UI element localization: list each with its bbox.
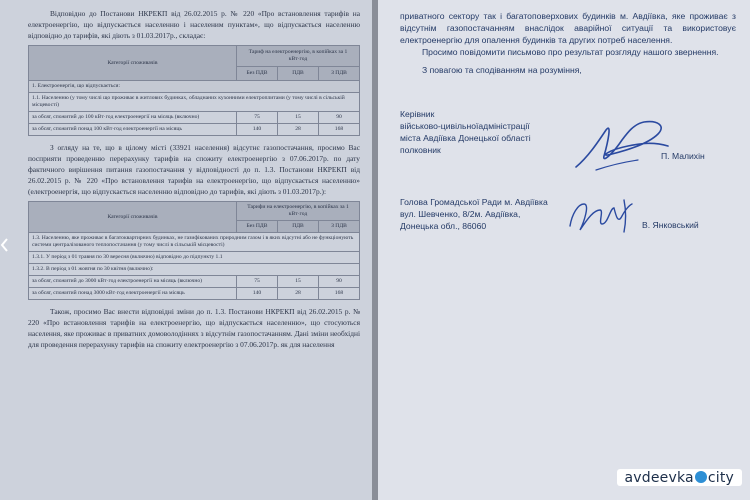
table1-subsection: 1.1. Населенню (у тому числі що проживає в житлових будинках, обладнаних кухонними електроплитами (у тому числі в сільській місцевості): [29, 93, 360, 112]
table1-col-no-vat: Без ПДВ: [237, 67, 278, 81]
table-row: [29, 288, 360, 300]
table2-sub2: 1.3.2. В період з 01 жовтня по 30 квітня (включно):: [29, 264, 360, 276]
request-paragraph: З огляду на те, що в цілому місті (33921 населення) відсутнє газопостачання, просимо Вас посприяти проведенню перерахунку тарифів на спожиту електроенергію з 07.06.2017р. по дату фактичного вирішення питання газопостачання у відповідності до п. 1.3. Постанови НКРЕКП від 26.02.2015 р. № 220 «Про встановлення тарифів на електроенергію, що відпускається населенню» (електроенергія, що відпускається населенню відповідно до тарифів, які діють з 01.03.2017р.):: [28, 143, 360, 196]
cell-vat: 15: [278, 112, 319, 124]
signer2-name: В. Янковський: [642, 220, 699, 230]
table-row: [29, 276, 360, 288]
signer2-line: Донецька обл., 86060: [400, 221, 487, 231]
table1-section: 1. Електроенергія, що відпускається:: [29, 81, 360, 93]
signer1-title-line: полковник: [400, 145, 441, 155]
site-watermark-logo: avdeevka city: [617, 469, 742, 486]
table2-sub1: 1.3.1. У період з 01 травня по 30 вересня (включно) відповідно до підпункту 1.1: [29, 252, 360, 264]
continuation-paragraph: приватного сектору так і багатоповерхових будинків м. Авдіївка, яке проживає з відсутнім газопостачанням внаслідок аварійної ситуації та використовує електроенергію для опалення будинків та других потреб населення.: [400, 11, 736, 45]
cell-vat: 28: [278, 288, 319, 300]
signature-2-icon: [564, 196, 644, 241]
table1-tariff-header: Тариф на електроенергію, в копійках за 1 кВт·год: [237, 46, 360, 67]
cell-no-vat: 140: [237, 124, 278, 136]
intro-paragraph: Відповідно до Постанови НКРЕКП від 26.02.2015 р. № 220 «Про встановлення тарифів на електроенергію, що відпускається населенню і населеним пунктам», що відпускається населенню відповідно до тарифів, які діють з 01.03.2017р., складає:: [28, 9, 360, 40]
signer1-name: П. Малихін: [661, 151, 705, 161]
cell-no-vat: 140: [237, 288, 278, 300]
signer1-title-line: військово-цивільноїадміністрації: [400, 121, 530, 131]
signer2-block: [400, 196, 548, 232]
cell-vat: 15: [278, 276, 319, 288]
left-document-page: [0, 0, 372, 500]
signer1-block: [400, 108, 531, 156]
signer1-title-line: Керівник: [400, 109, 435, 119]
row-label: за обсяг, спожитий до 100 кВт·год електроенергії на місяць (включно): [29, 112, 237, 124]
cell-with-vat: 90: [319, 112, 360, 124]
row-label: за обсяг, спожитий понад 100 кВт·год електроенергії на місяць: [29, 124, 237, 136]
cell-vat: 28: [278, 124, 319, 136]
cell-with-vat: 168: [319, 288, 360, 300]
row-label: за обсяг, спожитий до 3000 кВт·год електроенергії на місяць (включно): [29, 276, 237, 288]
row-label: за обсяг, спожитий понад 3000 кВт·год електроенергії на місяць: [29, 288, 237, 300]
table2-section: 1.3. Населенню, яке проживає в багатоквартирних будинках, не газифікованих природним газом і в яких відсутні або не функціонують системи централізованого теплопостачання (у тому числі в сільській місцевості): [29, 233, 360, 252]
table-row: [29, 112, 360, 124]
table2-col-no-vat: Без ПДВ: [237, 221, 278, 233]
tariff-table-2: [28, 201, 360, 300]
tariff-table-1: [28, 45, 360, 136]
table2-tariff-header: Тарифи на електроенергію, в копійках за 1 кВт·год: [237, 202, 360, 221]
cell-no-vat: 75: [237, 276, 278, 288]
table2-col-vat: ПДВ: [278, 221, 319, 233]
logo-dot-icon: [695, 471, 707, 483]
notify-paragraph: Просимо повідомити письмово про результат розгляду нашого звернення.: [422, 47, 719, 57]
cell-with-vat: 90: [319, 276, 360, 288]
signer1-title-line: міста Авдіївка Донецької області: [400, 133, 531, 143]
table2-col-with-vat: З ПДВ: [319, 221, 360, 233]
signature-1-icon: [568, 112, 673, 182]
table-row: [29, 124, 360, 136]
right-document-page: [378, 0, 750, 500]
changes-paragraph: Також, просимо Вас внести відповідні зміни до п. 1.3. Постанови НКРЕКП від 26.02.2015 р. № 220 «Про встановлення тарифів на електроенергію, що відпускається населенню», що стосуються населення, яке проживає в приватних домоволодіннях з відсутнім газопостачанням. Дані зміни необхідні для проведення перерахунку тарифів на спожиту електроенергію з 07.06.2017р. як для населення: [28, 307, 360, 349]
cell-no-vat: 75: [237, 112, 278, 124]
chevron-left-icon[interactable]: [0, 238, 9, 252]
table1-col-vat: ПДВ: [278, 67, 319, 81]
signer2-line: Голова Громадської Ради м. Авдіївка: [400, 197, 548, 207]
closing-line: З повагою та сподіванням на розуміння,: [422, 65, 582, 75]
table1-col-with-vat: З ПДВ: [319, 67, 360, 81]
table1-category-header: Категорії споживачів: [29, 46, 237, 81]
cell-with-vat: 168: [319, 124, 360, 136]
signer2-line: вул. Шевченко, 8/2м. Авдіївка,: [400, 209, 521, 219]
table2-category-header: Категорії споживачів: [29, 202, 237, 233]
